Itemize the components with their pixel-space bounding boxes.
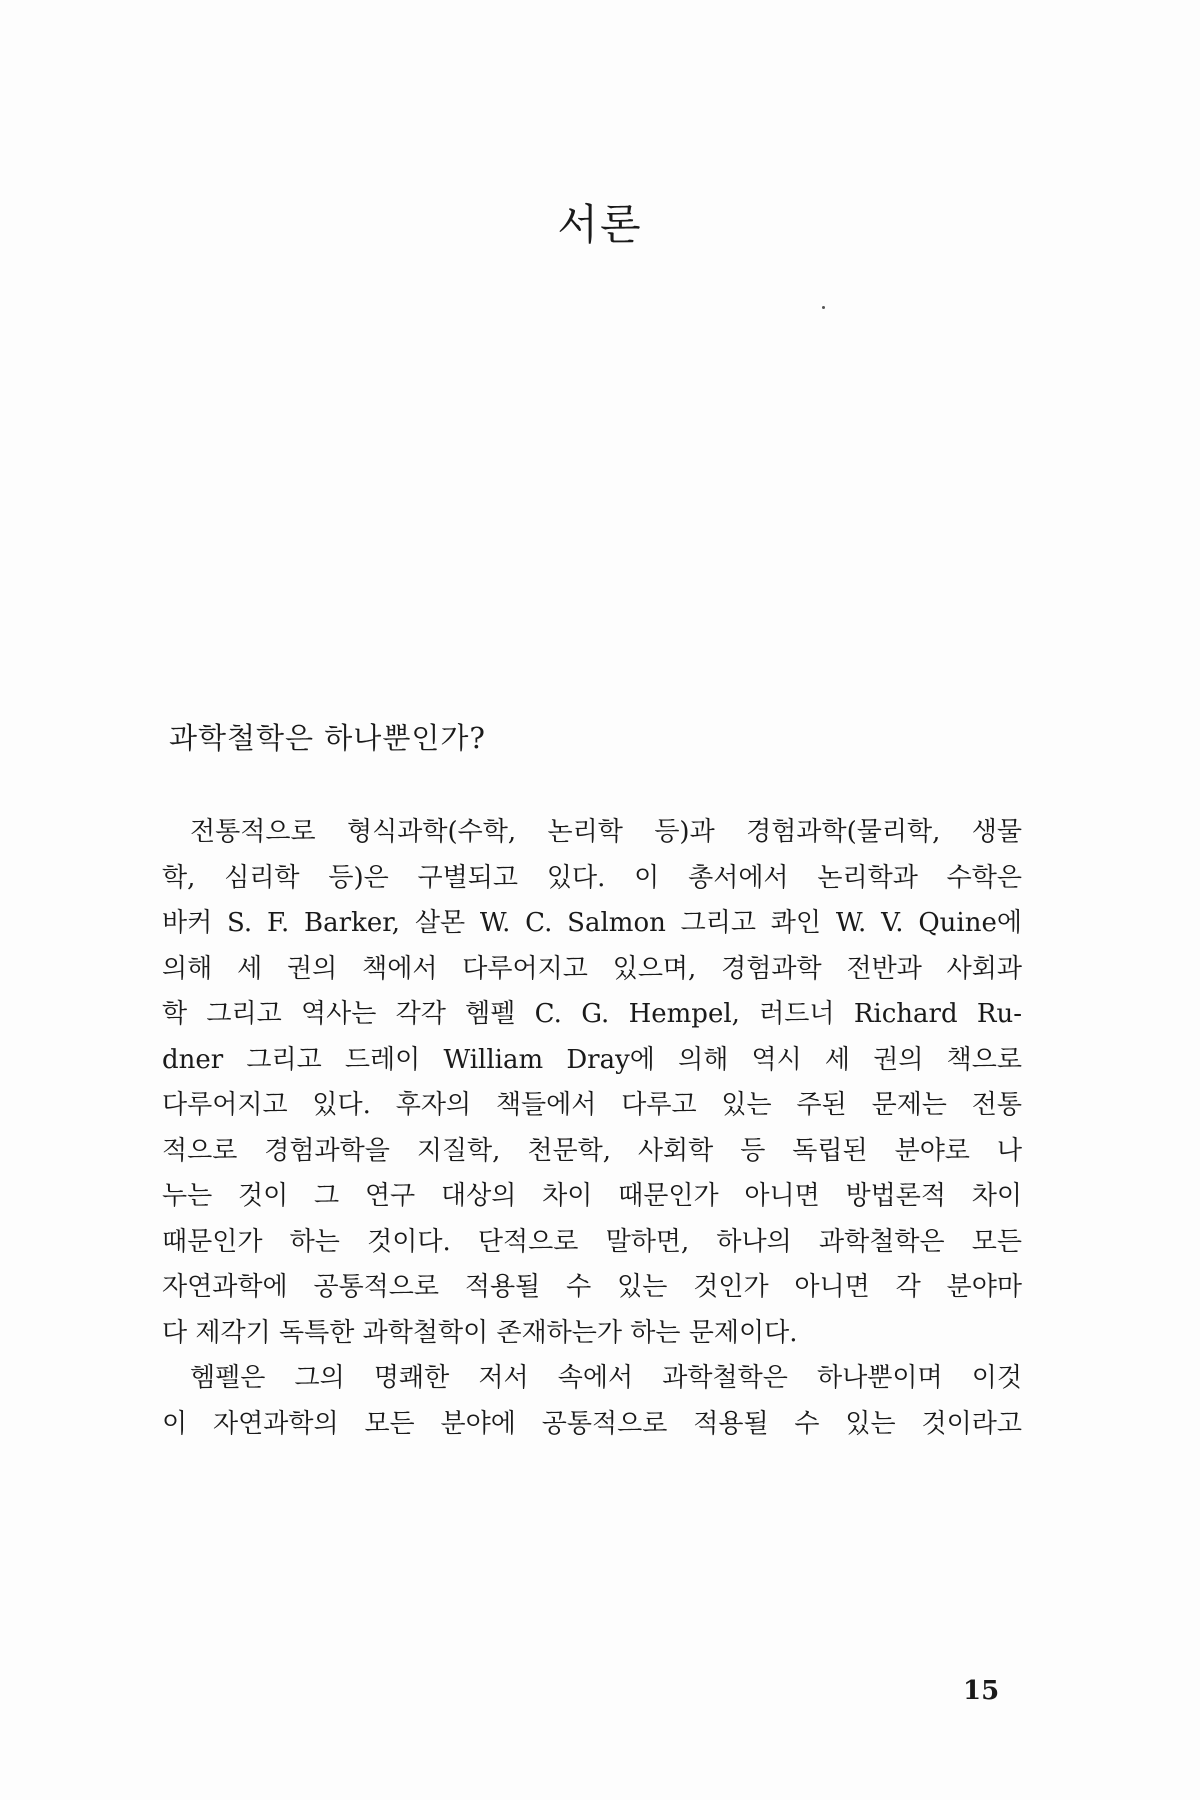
text-line: 다루어지고 있다. 후자의 책들에서 다루고 있는 주된 문제는 전통 — [162, 1090, 1022, 1120]
text-line: 때문인가 하는 것이다. 단적으로 말하면, 하나의 과학철학은 모든 — [162, 1226, 1022, 1257]
text-line: 바커 S. F. Barker, 살몬 W. C. Salmon 그리고 콰인 W. V. Quine에 — [162, 908, 1022, 938]
text-line: 누는 것이 그 연구 대상의 차이 때문인가 아니면 방법론적 차이 — [162, 1181, 1022, 1211]
text-line: 헴펠은 그의 명쾌한 저서 속에서 과학철학은 하나뿐이며 이것 — [190, 1363, 1022, 1393]
section-heading: 과학철학은 하나뿐인가? — [169, 721, 486, 755]
text-line: 전통적으로 형식과학(수학, 논리학 등)과 경험과학(물리학, 생물 — [190, 817, 1022, 847]
text-line: 적으로 경험과학을 지질학, 천문학, 사회학 등 독립된 분야로 나 — [162, 1135, 1022, 1166]
chapter-title: 서론 — [557, 200, 643, 249]
page-number: 15 — [963, 1676, 1000, 1706]
text-line: 학, 심리학 등)은 구별되고 있다. 이 총서에서 논리학과 수학은 — [162, 862, 1022, 893]
text-line: 다 제각기 독특한 과학철학이 존재하는가 하는 문제이다. — [162, 1317, 798, 1348]
text-line: 학 그리고 역사는 각각 헴펠 C. G. Hempel, 러드너 Richard Ru- — [162, 999, 1022, 1029]
stray-ink-dot — [822, 306, 825, 309]
body-text — [162, 810, 1022, 1447]
text-line: 자연과학에 공통적으로 적용될 수 있는 것인가 아니면 각 분야마 — [162, 1272, 1022, 1302]
text-line: dner 그리고 드레이 William Dray에 의해 역시 세 권의 책으로 — [162, 1044, 1022, 1075]
text-line: 의해 세 권의 책에서 다루어지고 있으며, 경험과학 전반과 사회과 — [162, 953, 1022, 984]
text-line: 이 자연과학의 모든 분야에 공통적으로 적용될 수 있는 것이라고 — [162, 1408, 1022, 1439]
